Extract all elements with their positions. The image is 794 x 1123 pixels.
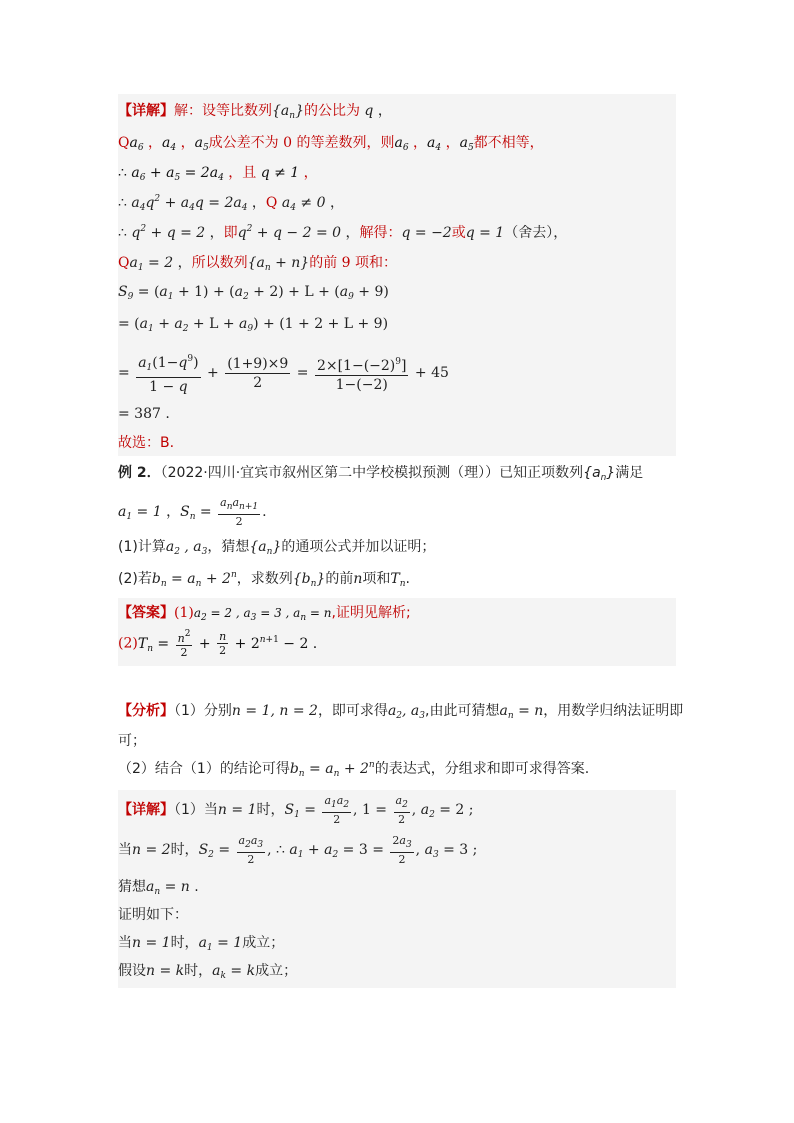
example-2: [118, 456, 676, 596]
solution-line-11: 故选：B.: [118, 435, 175, 451]
analysis-section: [118, 696, 684, 780]
solution-line-9: = $\frac{a_1(1-q^9)}{1 - q}$ + $\frac{(1+9)\times 9}{2}$ = $\frac{2\times[1-(-2)^9]}{1-(-2)}$ + 45: [118, 350, 449, 396]
detail2-line-5: 当n = 1时，$a_1 = 1$成立；: [118, 935, 285, 953]
answer-line-1: 【答案】$(1)a_2 = 2$ , $a_3 = 3$ , $a_n = n$,证明见解析;: [118, 605, 411, 623]
solution-line-1: 【详解】解：设等比数列$\{a_n\}$的公比为 q ，: [118, 103, 392, 121]
answer-line-2: $(2)T_n$ = $\frac{n^2}{2}$ + $\frac{n}{2}$ + $2^{n+1} - 2$ .: [118, 629, 318, 659]
solution-block-1: [118, 94, 676, 456]
analysis-line-2: 可；: [118, 733, 146, 749]
question-1: (1)计算$a_2$ , $a_3$，猜想$\{a_n\}$的通项公式并加以证明；: [118, 539, 436, 557]
question-2: (2)若$b_n = a_n + 2^n$，求数列$\{b_n\}$的前n项和$T_n$.: [118, 570, 410, 589]
analysis-line-3: （2）结合（1）的结论可得$b_n = a_n + 2^n$的表达式，分组求和即可求得答案.: [118, 760, 590, 779]
detail-tag: 【详解】: [118, 103, 174, 119]
solution-block-2: [118, 790, 676, 988]
example-title: 例 2．（2022·四川·宜宾市叙州区第二中学校模拟预测（理））已知正项数列$\{a_n\}$满足: [118, 465, 644, 483]
solution-line-10: = 387 .: [118, 406, 170, 422]
detail2-line-1: 【详解】（1）当n = 1时，$S_1$ = $\frac{a_1a_2}{2}$ , 1 = $\frac{a_2}{2}$ , $a_2 = 2$ ;: [118, 794, 474, 826]
solution-line-3: ∴ $a_6 + a_5 = 2a_4$ ，且 q ≠ 1 ，: [118, 165, 318, 183]
example-label: 例 2．: [118, 465, 161, 481]
answer-block: [118, 598, 676, 666]
solution-line-4: ∴ $a_4q^2 + a_4q = 2a_4$ ，Q $a_4 \ne 0$ ，: [118, 194, 344, 213]
solution-line-2: $Qa_6$ ，$a_4$ ，$a_5$成公差不为 0 的等差数列，则$a_6$ ，$a_4$ ，$a_5$都不相等，: [118, 135, 544, 153]
detail2-line-3: 猜想$a_n = n$ .: [118, 879, 199, 897]
detail2-line-6: 假设n = k时，$a_k = k$成立；: [118, 963, 298, 981]
solution-line-5: ∴ $q^2 + q = 2$ ，即$q^2 + q - 2 = 0$ ，解得：q = −2或q = 1（舍去），: [118, 224, 568, 241]
solution-line-6: $Qa_1 = 2$ ，所以数列$\{a_n + n\}$的前 9 项和：: [118, 255, 398, 273]
example-condition: $a_1 = 1$ ，$S_n$ = $\frac{a_na_{n+1}}{2}$ .: [118, 496, 267, 528]
detail2-line-2: 当n = 2时，$S_2$ = $\frac{a_2a_3}{2}$ , ∴ $a_1 + a_2 = 3$ = $\frac{2a_3}{2}$ , $a_3 = 3$ ;: [118, 834, 478, 866]
solution-line-8: = $(a_1 + a_2 + L + a_9) + (1 + 2 + L + 9)$: [118, 316, 389, 334]
detail2-line-4: 证明如下：: [118, 907, 188, 923]
solution-line-7: $S_9 = (a_1 + 1) + (a_2 + 2) + L + (a_9 + 9)$: [118, 284, 389, 302]
analysis-line-1: 【分析】（1）分别n = 1, n = 2，即可求得$a_2$, $a_3$,由此可猜想$a_n = n$，用数学归纳法证明即: [118, 703, 684, 721]
